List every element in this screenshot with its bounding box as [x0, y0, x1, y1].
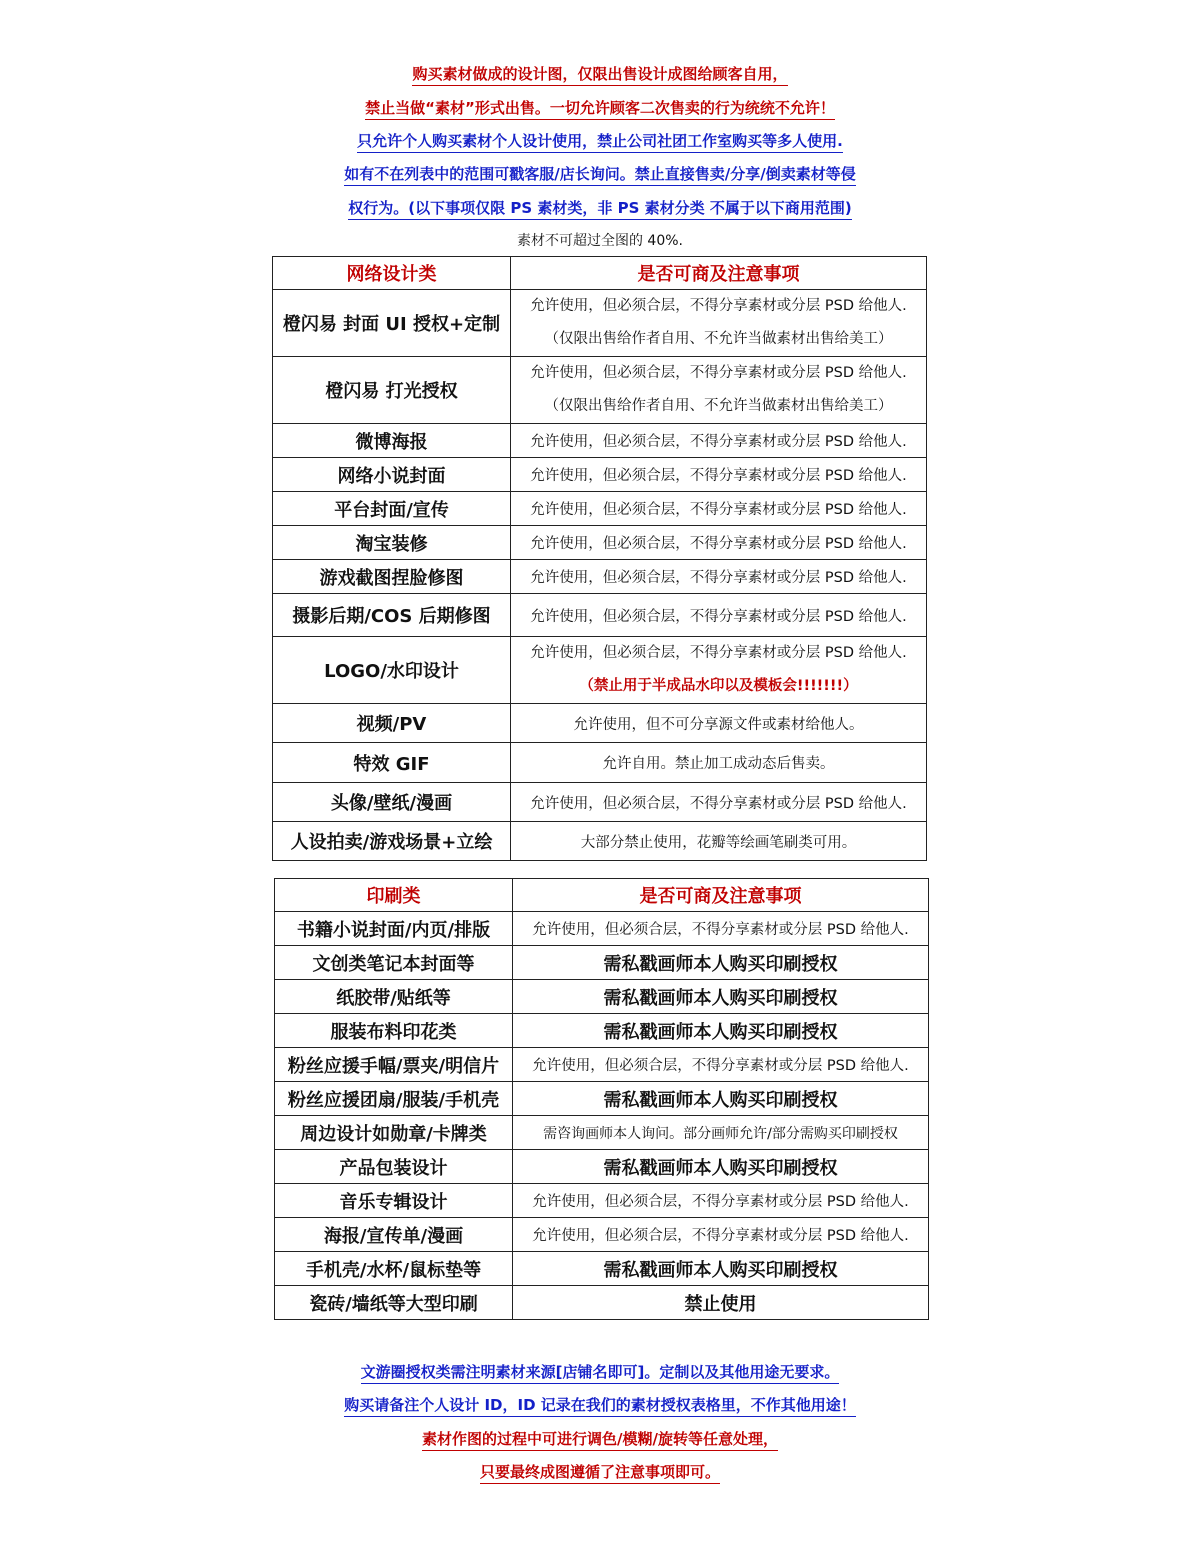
table-row [273, 458, 927, 492]
row-notes [511, 637, 927, 704]
row-category: 橙闪易 封面 UI 授权+定制 [273, 290, 511, 357]
table-row [273, 822, 927, 861]
table-row [275, 1082, 929, 1116]
row-notes: 允许使用，但必须合层，不得分享素材或分层 PSD 给他人. [511, 560, 927, 594]
table-row [275, 1014, 929, 1048]
print-table-body [275, 879, 929, 1320]
table-row [275, 912, 929, 946]
web-table-body [273, 257, 927, 861]
row-category: 手机壳/水杯/鼠标垫等 [275, 1252, 513, 1286]
row-notes: 禁止使用 [513, 1286, 929, 1320]
table-row [273, 492, 927, 526]
row-notes: 允许使用，但必须合层，不得分享素材或分层 PSD 给他人. [513, 1218, 929, 1252]
notice-line-3: 只允许个人购买素材个人设计使用，禁止公司社团工作室购买等多人使用. [0, 131, 1200, 151]
notice-line-5: 权行为。(以下事项仅限 PS 素材类，非 PS 素材分类 不属于以下商用范围) [0, 198, 1200, 218]
table-row [273, 290, 927, 357]
row-category: 人设拍卖/游戏场景+立绘 [273, 822, 511, 861]
row-category: 粉丝应援团扇/服装/手机壳 [275, 1082, 513, 1116]
row-category: 书籍小说封面/内页/排版 [275, 912, 513, 946]
row-category: 文创类笔记本封面等 [275, 946, 513, 980]
notice-line-6: 素材不可超过全图的 40%. [516, 233, 684, 249]
row-note-line: 允许使用，但必须合层，不得分享素材或分层 PSD 给他人. [530, 365, 907, 381]
row-category: 纸胶带/贴纸等 [275, 980, 513, 1014]
table-row [275, 1184, 929, 1218]
row-category: 平台封面/宣传 [273, 492, 511, 526]
row-category: 粉丝应援手幅/票夹/明信片 [275, 1048, 513, 1082]
row-category: 头像/壁纸/漫画 [273, 783, 511, 822]
table-row [273, 743, 927, 783]
row-notes [511, 290, 927, 357]
table-row [275, 1286, 929, 1320]
row-category: LOGO/水印设计 [273, 637, 511, 704]
row-notes: 允许使用，但必须合层，不得分享素材或分层 PSD 给他人. [511, 783, 927, 822]
table-row [273, 560, 927, 594]
table-row [275, 946, 929, 980]
row-note-line: 允许使用，但必须合层，不得分享素材或分层 PSD 给他人. [530, 645, 907, 661]
notice-line-4: 如有不在列表中的范围可戳客服/店长询问。禁止直接售卖/分享/倒卖素材等侵 [0, 164, 1200, 184]
row-category: 摄影后期/COS 后期修图 [273, 594, 511, 637]
web-table-header-notes: 是否可商及注意事项 [511, 257, 927, 290]
row-notes: 需私戳画师本人购买印刷授权 [513, 1014, 929, 1048]
table-row [273, 637, 927, 704]
bottom-notice-line-1: 文游圈授权类需注明素材来源[店铺名即可]。定制以及其他用途无要求。 [0, 1362, 1200, 1382]
row-category: 游戏截图捏脸修图 [273, 560, 511, 594]
row-warning-note: （禁止用于半成品水印以及模板会!!!!!!!） [579, 678, 858, 694]
row-notes: 允许使用，但必须合层，不得分享素材或分层 PSD 给他人. [511, 594, 927, 637]
row-notes: 允许使用，但必须合层，不得分享素材或分层 PSD 给他人. [511, 458, 927, 492]
row-notes: 允许使用，但不可分享源文件或素材给他人。 [511, 704, 927, 743]
notice-line-2: 禁止当做“素材”形式出售。一切允许顾客二次售卖的行为统统不允许！ [0, 98, 1200, 118]
row-category: 网络小说封面 [273, 458, 511, 492]
print-table-header-notes: 是否可商及注意事项 [513, 879, 929, 912]
row-notes: 需私戳画师本人购买印刷授权 [513, 946, 929, 980]
row-category: 周边设计如勋章/卡牌类 [275, 1116, 513, 1150]
web-table-header-row [273, 257, 927, 290]
table-row [273, 357, 927, 424]
bottom-notice-line-4: 只要最终成图遵循了注意事项即可。 [0, 1462, 1200, 1482]
row-notes: 允许使用，但必须合层，不得分享素材或分层 PSD 给他人. [511, 424, 927, 458]
row-notes: 允许使用，但必须合层，不得分享素材或分层 PSD 给他人. [513, 1048, 929, 1082]
row-notes [511, 357, 927, 424]
row-category: 淘宝装修 [273, 526, 511, 560]
table-row [275, 1218, 929, 1252]
notice-line-1: 购买素材做成的设计图，仅限出售设计成图给顾客自用， [0, 64, 1200, 84]
row-category: 特效 GIF [273, 743, 511, 783]
row-notes: 需私戳画师本人购买印刷授权 [513, 1150, 929, 1184]
web-table-header-category: 网络设计类 [273, 257, 511, 290]
row-notes: 需咨询画师本人询问。部分画师允许/部分需购买印刷授权 [513, 1116, 929, 1150]
table-row [273, 526, 927, 560]
print-license-table [274, 878, 929, 1320]
row-category: 橙闪易 打光授权 [273, 357, 511, 424]
row-category: 视频/PV [273, 704, 511, 743]
row-category: 产品包装设计 [275, 1150, 513, 1184]
row-notes: 允许自用。禁止加工成动态后售卖。 [511, 743, 927, 783]
table-row [275, 980, 929, 1014]
print-table-header-row [275, 879, 929, 912]
table-row [273, 783, 927, 822]
table-row [275, 1048, 929, 1082]
row-notes: 需私戳画师本人购买印刷授权 [513, 1252, 929, 1286]
row-note-line: （仅限出售给作者自用、不允许当做素材出售给美工） [544, 398, 893, 414]
row-notes: 需私戳画师本人购买印刷授权 [513, 980, 929, 1014]
row-notes: 允许使用，但必须合层，不得分享素材或分层 PSD 给他人. [513, 1184, 929, 1218]
bottom-notice-line-2: 购买请备注个人设计 ID，ID 记录在我们的素材授权表格里，不作其他用途！ [0, 1395, 1200, 1415]
row-notes: 允许使用，但必须合层，不得分享素材或分层 PSD 给他人. [513, 912, 929, 946]
row-notes: 允许使用，但必须合层，不得分享素材或分层 PSD 给他人. [511, 526, 927, 560]
row-category: 海报/宣传单/漫画 [275, 1218, 513, 1252]
row-category: 瓷砖/墙纸等大型印刷 [275, 1286, 513, 1320]
row-notes: 允许使用，但必须合层，不得分享素材或分层 PSD 给他人. [511, 492, 927, 526]
row-category: 微博海报 [273, 424, 511, 458]
row-notes: 需私戳画师本人购买印刷授权 [513, 1082, 929, 1116]
table-row [273, 424, 927, 458]
bottom-notice-line-3: 素材作图的过程中可进行调色/模糊/旋转等任意处理， [0, 1429, 1200, 1449]
row-notes: 大部分禁止使用，花瓣等绘画笔刷类可用。 [511, 822, 927, 861]
row-note-line: 允许使用，但必须合层，不得分享素材或分层 PSD 给他人. [530, 298, 907, 314]
table-row [275, 1252, 929, 1286]
table-row [275, 1150, 929, 1184]
table-row [273, 704, 927, 743]
table-row [273, 594, 927, 637]
row-category: 音乐专辑设计 [275, 1184, 513, 1218]
row-category: 服装布料印花类 [275, 1014, 513, 1048]
row-note-line: （仅限出售给作者自用、不允许当做素材出售给美工） [544, 331, 893, 347]
print-table-header-category: 印刷类 [275, 879, 513, 912]
web-design-license-table [272, 256, 927, 861]
table-row [275, 1116, 929, 1150]
